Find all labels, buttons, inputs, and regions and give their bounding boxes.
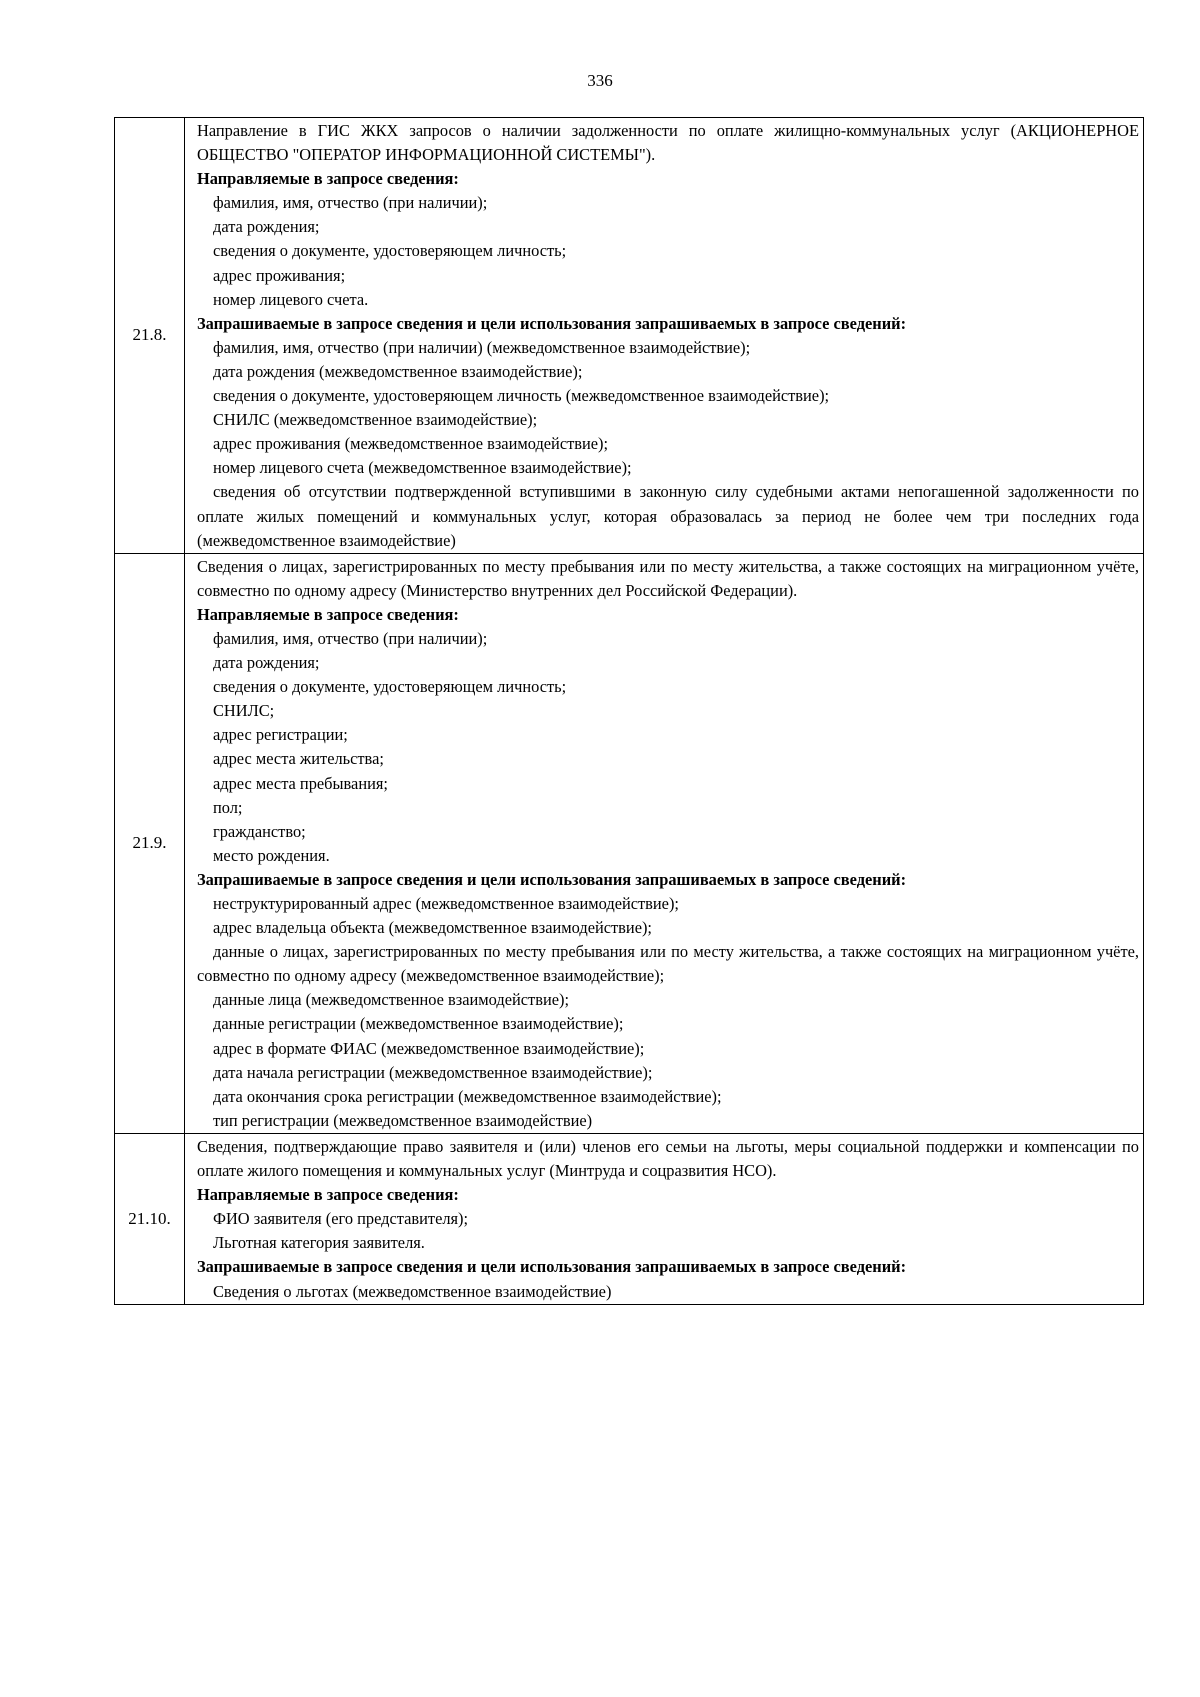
- list-item: пол;: [213, 797, 243, 817]
- list-item: сведения об отсутствии подтвержденной вступившими в законную силу судебными актами непогашенной задолженности по оплате жилых помещений и коммунальных услуг, которая образовалась за период не более чем три последних года (межведомственное взаимодействие): [197, 482, 1139, 550]
- document-table: [114, 117, 1144, 1305]
- list-item: тип регистрации (межведомственное взаимодействие): [213, 1110, 593, 1130]
- list-item: фамилия, имя, отчество (при наличии);: [213, 628, 488, 648]
- list-item: номер лицевого счета.: [213, 289, 369, 309]
- row-content: [185, 118, 1144, 554]
- section-heading: Направляемые в запросе сведения:: [197, 169, 459, 189]
- list-item: дата рождения;: [213, 217, 320, 237]
- list-item: Сведения о льготах (межведомственное взаимодействие): [213, 1281, 612, 1301]
- list-item: дата окончания срока регистрации (межведомственное взаимодействие);: [213, 1086, 722, 1106]
- section-heading: Направляемые в запросе сведения:: [197, 604, 459, 624]
- list-item: ФИО заявителя (его представителя);: [213, 1209, 469, 1229]
- row-title: Сведения, подтверждающие право заявителя и (или) членов его семьи на льготы, меры социальной поддержки и компенсации по оплате жилого помещения и коммунальных услуг (Минтруда и соцразвития НСО).: [197, 1136, 1139, 1181]
- list-item: дата рождения (межведомственное взаимодействие);: [213, 361, 583, 381]
- list-item: адрес регистрации;: [213, 725, 348, 745]
- list-item: адрес места жительства;: [213, 749, 384, 769]
- table-row: [115, 118, 1144, 554]
- list-item: сведения о документе, удостоверяющем личность;: [213, 677, 567, 697]
- list-item: дата начала регистрации (межведомственное взаимодействие);: [213, 1062, 653, 1082]
- list-item: место рождения.: [213, 845, 330, 865]
- list-item: неструктурированный адрес (межведомственное взаимодействие);: [213, 894, 679, 913]
- row-content: [185, 1133, 1144, 1304]
- list-item: фамилия, имя, отчество (при наличии) (межведомственное взаимодействие);: [213, 337, 751, 357]
- row-number: 21.10.: [115, 1133, 185, 1304]
- list-item: адрес проживания (межведомственное взаимодействие);: [213, 434, 609, 454]
- page-number: 336: [587, 71, 613, 90]
- row-number: 21.8.: [115, 118, 185, 554]
- list-item: СНИЛС;: [213, 701, 275, 721]
- list-item: адрес владельца объекта (межведомственное взаимодействие);: [213, 918, 652, 938]
- table-row: [115, 553, 1144, 1133]
- list-item: адрес проживания;: [213, 265, 346, 285]
- list-item: фамилия, имя, отчество (при наличии);: [213, 193, 488, 213]
- row-content: [185, 553, 1144, 1133]
- section-heading: Запрашиваемые в запросе сведения и цели использования запрашиваемых в запросе сведений:: [197, 313, 907, 333]
- list-item: номер лицевого счета (межведомственное взаимодействие);: [213, 458, 632, 478]
- list-item: СНИЛС (межведомственное взаимодействие);: [213, 410, 538, 430]
- list-item: Льготная категория заявителя.: [213, 1233, 425, 1253]
- section-heading: Запрашиваемые в запросе сведения и цели использования запрашиваемых в запросе сведений:: [197, 869, 907, 889]
- list-item: сведения о документе, удостоверяющем личность;: [213, 241, 567, 261]
- list-item: данные о лицах, зарегистрированных по месту пребывания или по месту жительства, а также состоящих на миграционном учёте, совместно по одному адресу (межведомственное взаимодействие);: [197, 942, 1139, 986]
- table-row: [115, 1133, 1144, 1304]
- row-number: 21.9.: [115, 553, 185, 1133]
- list-item: дата рождения;: [213, 653, 320, 673]
- list-item: данные регистрации (межведомственное взаимодействие);: [213, 1014, 624, 1034]
- section-heading: Направляемые в запросе сведения:: [197, 1185, 459, 1205]
- section-heading: Запрашиваемые в запросе сведения и цели использования запрашиваемых в запросе сведений:: [197, 1257, 907, 1277]
- list-item: сведения о документе, удостоверяющем личность (межведомственное взаимодействие);: [213, 386, 830, 406]
- list-item: данные лица (межведомственное взаимодействие);: [213, 990, 570, 1010]
- row-title: Направление в ГИС ЖКХ запросов о наличии задолженности по оплате жилищно-коммунальных услуг (АКЦИОНЕРНОЕ ОБЩЕСТВО "ОПЕРАТОР ИНФОРМАЦИОННОЙ СИСТЕМЫ").: [197, 121, 1139, 165]
- table-body: [115, 118, 1144, 1305]
- list-item: адрес в формате ФИАС (межведомственное взаимодействие);: [213, 1038, 645, 1058]
- row-title: Сведения о лицах, зарегистрированных по месту пребывания или по месту жительства, а также состоящих на миграционном учёте, совместно по одному адресу (Министерство внутренних дел Российской Федерации).: [197, 556, 1139, 600]
- list-item: адрес места пребывания;: [213, 773, 388, 793]
- list-item: гражданство;: [213, 821, 306, 841]
